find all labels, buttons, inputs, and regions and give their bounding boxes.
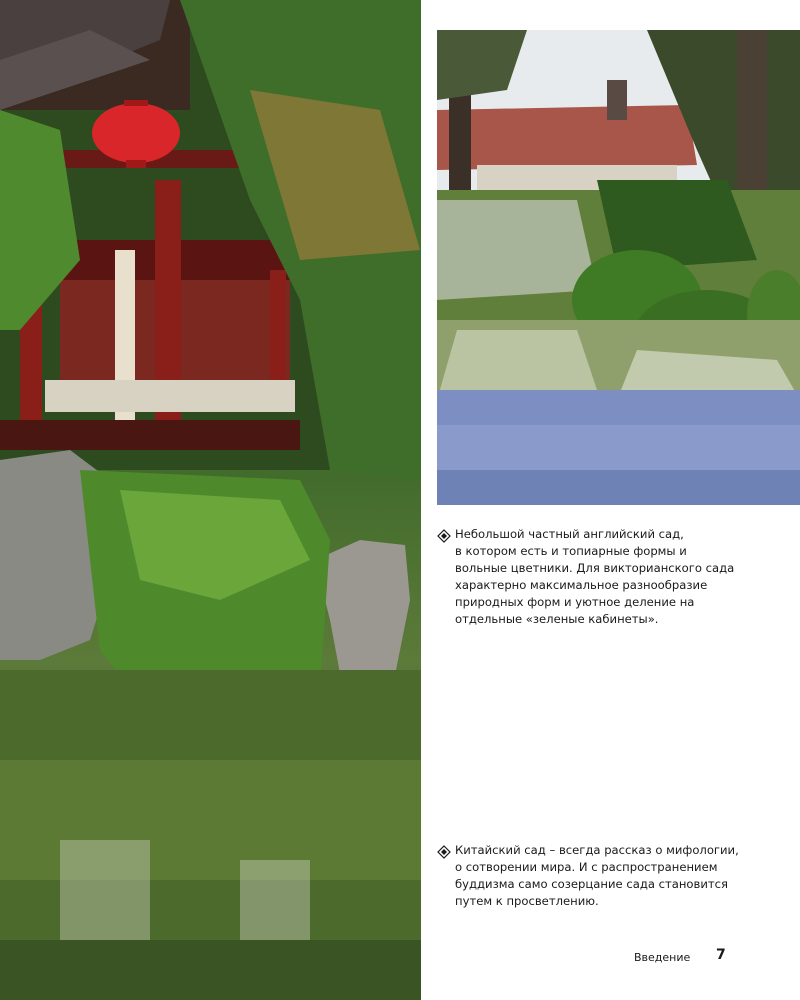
english-garden-photo (437, 30, 800, 505)
caption-text: Китайский сад – всегда рассказ о мифологии, о сотворении мира. И с распространением буддизма само созерцание сада становится путем к просветлению. (455, 843, 739, 908)
caption-english-garden (437, 526, 767, 628)
page-number: 7 (716, 947, 726, 963)
section-label: Введение (634, 951, 691, 964)
red-lantern-icon (92, 103, 180, 163)
diamond-bullet-icon (437, 528, 453, 544)
diamond-bullet-icon (437, 844, 453, 860)
english-garden-illustration (437, 30, 800, 505)
caption-chinese-garden (437, 842, 767, 910)
caption-text: Небольшой частный английский сад, в котором есть и топиарные формы и вольные цветники. Для викторианского сада характерно максимальное разнообразие природных форм и уютное деление на отдельные «зеленые кабинеты». (455, 527, 735, 626)
